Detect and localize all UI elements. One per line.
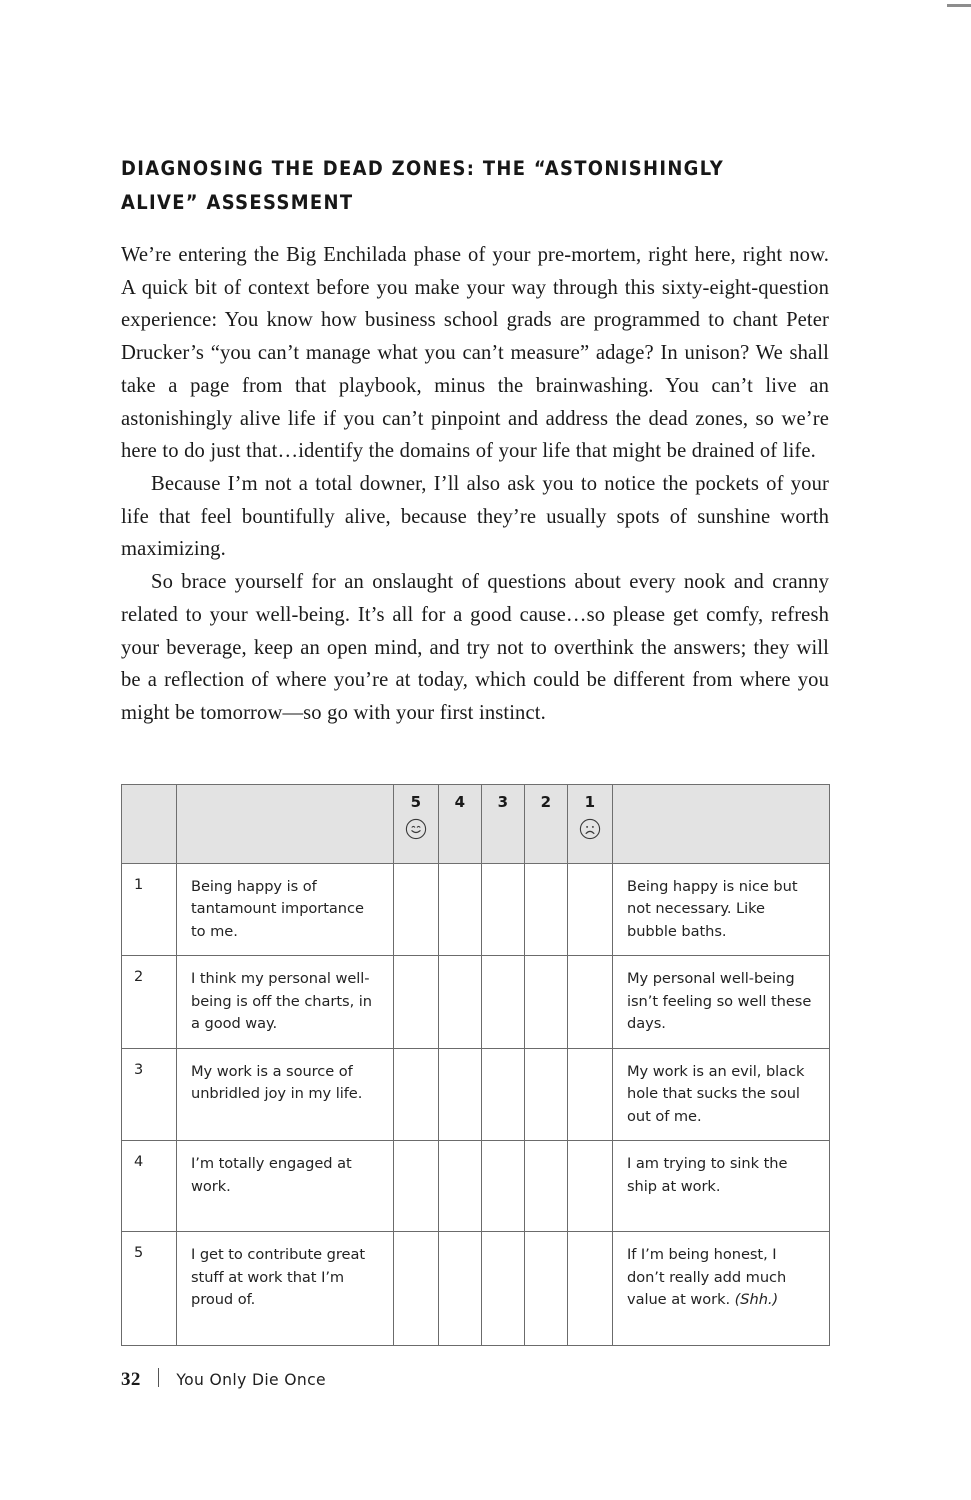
header-positive-statement-column bbox=[177, 784, 394, 863]
page-footer bbox=[121, 1366, 326, 1391]
smiley-face-icon bbox=[394, 817, 438, 843]
header-scale-2 bbox=[525, 784, 568, 863]
scale-label-2: 2 bbox=[540, 792, 552, 811]
assessment-table bbox=[121, 784, 830, 1347]
table-row bbox=[122, 1141, 830, 1232]
negative-statement-text: Being happy is nice but not necessary. Like bubble baths. bbox=[627, 877, 798, 940]
rating-cell-2[interactable] bbox=[525, 1232, 568, 1346]
positive-statement: Being happy is of tantamount importance to me. bbox=[177, 863, 394, 956]
page-title: DIAGNOSING THE DEAD ZONES: THE “ASTONISHINGLY ALIVE” ASSESSMENT bbox=[121, 157, 725, 214]
book-title: You Only Die Once bbox=[176, 1371, 326, 1389]
negative-statement-text: My personal well-being isn’t feeling so well these days. bbox=[627, 970, 812, 1033]
frowny-face-icon bbox=[568, 817, 612, 843]
scan-artifact-line bbox=[947, 4, 971, 7]
rating-cell-1[interactable] bbox=[568, 863, 613, 956]
rating-cell-5[interactable] bbox=[394, 1232, 439, 1346]
scale-label-3: 3 bbox=[497, 792, 509, 811]
rating-cell-5[interactable] bbox=[394, 1048, 439, 1141]
negative-statement bbox=[613, 1141, 830, 1232]
rating-cell-3[interactable] bbox=[482, 1232, 525, 1346]
rating-cell-4[interactable] bbox=[439, 863, 482, 956]
rating-cell-1[interactable] bbox=[568, 1141, 613, 1232]
row-number: 5 bbox=[122, 1232, 177, 1346]
assessment-table-wrapper bbox=[121, 784, 829, 1347]
rating-cell-3[interactable] bbox=[482, 863, 525, 956]
table-header-row bbox=[122, 784, 830, 863]
rating-cell-3[interactable] bbox=[482, 956, 525, 1049]
body-paragraph-3: So brace yourself for an onslaught of questions about every nook and cranny related to your well-being. It’s all for a good cause…so please get comfy, refresh your beverage, keep an open mind, and try not to overthink the answers; they will be a reflection of where you’re at today, which could be different from where you might be tomorrow—so go with your first instinct. bbox=[121, 571, 829, 724]
table-row bbox=[122, 863, 830, 956]
header-negative-statement-column bbox=[613, 784, 830, 863]
header-scale-5 bbox=[394, 784, 439, 863]
rating-cell-2[interactable] bbox=[525, 1048, 568, 1141]
rating-cell-1[interactable] bbox=[568, 1232, 613, 1346]
rating-cell-1[interactable] bbox=[568, 1048, 613, 1141]
rating-cell-5[interactable] bbox=[394, 1141, 439, 1232]
row-number: 3 bbox=[122, 1048, 177, 1141]
rating-cell-5[interactable] bbox=[394, 863, 439, 956]
negative-statement-aside: (Shh.) bbox=[734, 1291, 779, 1309]
table-row bbox=[122, 1048, 830, 1141]
negative-statement bbox=[613, 1232, 830, 1346]
row-number: 1 bbox=[122, 863, 177, 956]
scale-label-4: 4 bbox=[454, 792, 466, 811]
scale-2-face-placeholder bbox=[525, 817, 567, 843]
header-number-column bbox=[122, 784, 177, 863]
rating-cell-1[interactable] bbox=[568, 956, 613, 1049]
scale-label-1: 1 bbox=[584, 792, 596, 811]
rating-cell-2[interactable] bbox=[525, 863, 568, 956]
body-paragraph-1: We’re entering the Big Enchilada phase of your pre-mortem, right here, right now. A quick bit of context before you make your way through this sixty-eight-question experience: You know how business school grads are programmed to chant Peter Drucker’s “you can’t manage what you can’t measure” adage? In unison? We shall take a page from that playbook, minus the brainwashing. You can’t live an astonishingly alive life if you can’t pinpoint and address the dead zones, so we’re here to do just that…identify the domains of your life that might be drained of life. bbox=[121, 244, 829, 463]
rating-cell-3[interactable] bbox=[482, 1048, 525, 1141]
negative-statement bbox=[613, 863, 830, 956]
positive-statement: I’m totally engaged at work. bbox=[177, 1141, 394, 1232]
rating-cell-4[interactable] bbox=[439, 1232, 482, 1346]
row-number: 2 bbox=[122, 956, 177, 1049]
page-content bbox=[121, 0, 829, 1346]
table-row bbox=[122, 1232, 830, 1346]
rating-cell-4[interactable] bbox=[439, 1048, 482, 1141]
page-number: 32 bbox=[121, 1369, 141, 1390]
positive-statement: My work is a source of unbridled joy in my life. bbox=[177, 1048, 394, 1141]
positive-statement: I think my personal well-being is off the charts, in a good way. bbox=[177, 956, 394, 1049]
negative-statement bbox=[613, 1048, 830, 1141]
body-paragraph-2: Because I’m not a total downer, I’ll also ask you to notice the pockets of your life that feel bountifully alive, because they’re usually spots of sunshine worth maximizing. bbox=[121, 472, 829, 561]
negative-statement-text: My work is an evil, black hole that sucks the soul out of me. bbox=[627, 1062, 805, 1125]
rating-cell-4[interactable] bbox=[439, 956, 482, 1049]
negative-statement-text: If I’m being honest, I don’t really add much value at work. bbox=[627, 1246, 787, 1309]
scale-3-face-placeholder bbox=[482, 817, 524, 843]
scale-label-5: 5 bbox=[410, 792, 422, 811]
rating-cell-2[interactable] bbox=[525, 956, 568, 1049]
header-scale-3 bbox=[482, 784, 525, 863]
positive-statement: I get to contribute great stuff at work that I’m proud of. bbox=[177, 1232, 394, 1346]
assessment-table-body bbox=[122, 863, 830, 1346]
row-number: 4 bbox=[122, 1141, 177, 1232]
scale-4-face-placeholder bbox=[439, 817, 481, 843]
rating-cell-4[interactable] bbox=[439, 1141, 482, 1232]
negative-statement bbox=[613, 956, 830, 1049]
negative-statement-text: I am trying to sink the ship at work. bbox=[627, 1155, 788, 1195]
footer-divider bbox=[158, 1368, 160, 1387]
header-scale-4 bbox=[439, 784, 482, 863]
rating-cell-2[interactable] bbox=[525, 1141, 568, 1232]
table-row bbox=[122, 956, 830, 1049]
rating-cell-5[interactable] bbox=[394, 956, 439, 1049]
rating-cell-3[interactable] bbox=[482, 1141, 525, 1232]
header-scale-1 bbox=[568, 784, 613, 863]
